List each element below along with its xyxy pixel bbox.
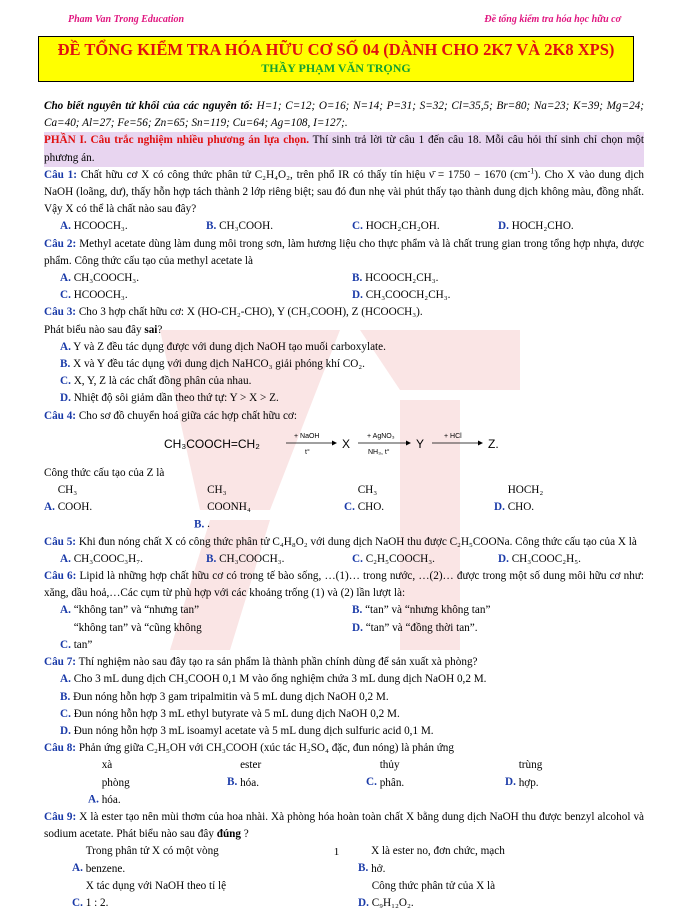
- question-4: Câu 4: Cho sơ đồ chuyển hoá giữa các hợp chất hữu cơ:: [44, 409, 297, 422]
- question-4-stem: Công thức cấu tạo của Z là: [44, 466, 165, 479]
- question-7: Câu 7: Thí nghiệm nào sau đây tạo ra sản phẩm là thành phần chính dùng để sản xuất xà phòng?: [44, 656, 478, 669]
- question-5: Câu 5: Khi đun nóng chất X có công thức phân tử C₄H₈O₂ với dung dịch NaOH thu được C₂H₅COONa. Công thức cấu tạo của X là: [44, 535, 637, 548]
- question-8: Câu 8: Phản ứng giữa C₂H₅OH với CH₃COOH (xúc tác H₂SO₄ đặc, đun nóng) là phản ứng: [44, 742, 454, 755]
- option-c[interactable]: C. HCOOCH₃.: [60, 289, 128, 302]
- question-2-options-ab: [44, 270, 644, 287]
- question-6-options-ab: [44, 602, 644, 619]
- option-d[interactable]: D. HOCH₂ CHO.: [494, 484, 544, 514]
- option-c[interactable]: C. CH₃ CHO.: [344, 484, 385, 514]
- option-d[interactable]: D. CH₃COOC₂H₅.: [498, 552, 581, 565]
- reaction-scheme-svg: [164, 429, 524, 459]
- option-b[interactable]: B. HCOOCH₂CH₃.: [352, 272, 439, 285]
- title-main: ĐỀ TỔNG KIỂM TRA HÓA HỮU CƠ SỐ 04 (DÀNH CHO 2K7 VÀ 2K8 XPS): [57, 40, 615, 59]
- option-d[interactable]: D. Đun nóng hỗn hợp 3 mL isoamyl acetate và 5 mL dung dịch sulfuric acid 0,1 M.: [60, 724, 434, 737]
- option-a[interactable]: A. CH₃COOC₃H₇.: [60, 552, 143, 565]
- question-1: Câu 1: Chất hữu cơ X có công thức phân tử C₂H₄O₂, trên phổ IR có thấy tín hiệu ν̄ = 1750 − 1670 $(cm^{-1})$. Cho X vào dung dịch NaOH (loãng, dư), thấy hỗn hợp tách thành 2 lớp riêng biệt; sau đó đun nhẹ vài phút thấy tạo thành dung dịch không màu, đồng nhất. Vậy X có thể là chất nào sau đây?: [44, 166, 645, 216]
- option-a[interactable]: A. CH₃ COOH.: [44, 484, 93, 514]
- question-1-options: [44, 218, 644, 235]
- option-c[interactable]: C. thủy phân.: [366, 759, 405, 789]
- question-5-options: [44, 551, 644, 568]
- arrow1-top: + NaOH: [294, 432, 320, 440]
- arrow3-head: [478, 440, 483, 445]
- option-d[interactable]: D. Nhiệt độ sôi giảm dần theo thứ tự: Y > X > Z.: [60, 392, 279, 405]
- arrow2-bottom: NH₃, t°: [368, 448, 390, 456]
- title-teacher: THẦY PHẠM VĂN TRỌNG: [261, 61, 411, 75]
- option-b[interactable]: B. X là ester no, đơn chức, mạch hở.: [358, 845, 505, 875]
- option-b[interactable]: B. “tan” và “nhưng không tan”: [352, 604, 491, 617]
- question-3: Câu 3: Cho 3 hợp chất hữu cơ: X (HO-CH₂-CHO), Y (CH₃COOH), Z (HCOOCH₃).: [44, 306, 423, 319]
- arrow3-top: + HCl: [444, 432, 462, 440]
- option-d[interactable]: D. CH₃COOCH₂CH₃.: [352, 289, 451, 302]
- option-d[interactable]: D. trùng hợp.: [505, 759, 543, 789]
- question-4-options: [44, 482, 644, 534]
- option-a[interactable]: A. CH₃COOCH₃.: [60, 272, 139, 285]
- exam-content: [44, 98, 644, 912]
- option-b[interactable]: B. Đun nóng hỗn hợp 3 gam tripalmitin và 5 mL dung dịch NaOH 0,2 M.: [60, 690, 389, 703]
- option-c[interactable]: C. Đun nóng hỗn hợp 3 mL ethyl butyrate và 5 mL dung dịch NaOH 0,2 M.: [60, 707, 400, 720]
- title-box: [38, 36, 634, 82]
- option-a[interactable]: A. Y và Z đều tác dụng được với dung dịch NaOH tạo muối carboxylate.: [60, 340, 386, 353]
- scheme-start: CH₃COOCH=CH₂: [164, 436, 260, 451]
- question-2-options-cd: [44, 287, 644, 304]
- option-a[interactable]: A. Trong phân tử X có một vòng benzene.: [72, 845, 219, 875]
- question-8-options: [44, 757, 644, 809]
- page-number: 1: [333, 846, 340, 858]
- option-b[interactable]: B. ester hóa.: [227, 759, 262, 789]
- option-a[interactable]: A. xà phòng hóa.: [88, 759, 130, 806]
- arrow2-top: + AgNO₃: [367, 432, 395, 440]
- scheme-y: Y: [416, 436, 425, 451]
- header-left: Pham Van Trong Education: [68, 14, 185, 25]
- option-d[interactable]: D. HOCH₂CHO.: [498, 220, 574, 233]
- option-c[interactable]: C. HOCH₂CH₂OH.: [352, 220, 440, 233]
- option-d[interactable]: D. “tan” và “đồng thời tan”.: [352, 621, 478, 634]
- option-a[interactable]: A. “không tan” và “nhưng tan”: [60, 604, 200, 617]
- option-c[interactable]: C. X, Y, Z là các chất đồng phân của nhau.: [60, 375, 252, 388]
- scheme-x: X: [342, 436, 351, 451]
- question-9: Câu 9: X là ester tạo nên mùi thơm của hoa nhài. Xà phòng hóa hoàn toàn chất X bằng dung dịch NaOH thu được benzyl alcohol và sodium acetate. Phát biểu nào sau đây đúng ?: [44, 810, 645, 841]
- option-a[interactable]: A. Cho 3 mL dung dịch CH₃COOH 0,1 M vào ống nghiệm chứa 3 mL dung dịch NaOH 0,2 M.: [60, 673, 487, 686]
- reaction-scheme: [44, 429, 644, 459]
- arrow2-head: [406, 440, 411, 445]
- arrow1-head: [332, 440, 337, 445]
- question-6-options-cd: [44, 620, 644, 654]
- scheme-z: Z.: [488, 436, 499, 451]
- arrow1-bottom: t°: [305, 448, 310, 456]
- option-b[interactable]: B. CH₃ COONH₄ .: [194, 484, 251, 531]
- question-9-options-cd: [44, 878, 644, 912]
- option-b[interactable]: B. X và Y đều tác dụng với dung dịch NaHCO₃ giải phóng khí CO₂.: [60, 358, 365, 371]
- option-b[interactable]: B. CH₃COOCH₃.: [206, 552, 285, 565]
- option-b[interactable]: B. CH₃COOH.: [206, 220, 274, 233]
- option-c[interactable]: C. C₂H₅COOCH₃.: [352, 552, 435, 565]
- part-one-instructions: PHẦN I. Câu trắc nghiệm nhiều phương án lựa chọn. Thí sinh trả lời từ câu 1 đến câu 18. Mỗi câu hỏi thí sinh chỉ chọn một phương án.: [44, 132, 644, 166]
- atomic-weights: Cho biết nguyên tử khối của các nguyên tố: H=1; C=12; O=16; N=14; P=31; S=32; Cl=35,5; Br=80; Na=23; K=39; Mg=24; Ca=40; Al=27; Fe=56; Zn=65; Sn=119; Cu=64; Ag=108, I=127;.: [44, 100, 644, 130]
- option-c[interactable]: C. X tác dụng với NaOH theo tỉ lệ 1 : 2.: [72, 879, 227, 909]
- option-c[interactable]: C. “không tan” và “cũng không tan”: [60, 621, 202, 651]
- question-3-stem: Phát biểu nào sau đây sai?: [44, 323, 163, 336]
- header-right: Đề tổng kiểm tra hóa học hữu cơ: [484, 14, 621, 25]
- option-d[interactable]: D. Công thức phân tử của X là C₉H₁₂O₂.: [358, 879, 496, 909]
- option-a[interactable]: A. HCOOCH₃.: [60, 220, 128, 233]
- question-6: Câu 6: Lipid là những hợp chất hữu cơ có trong tế bào sống, …(1)… trong nước, …(2)… được trong một số dung môi hữu cơ như: xăng, dầu hoả,…Các cụm từ phù hợp với các khoảng trống (1) và (2) lần lượt là:: [44, 570, 644, 600]
- question-2: Câu 2: Methyl acetate dùng làm dung môi trong sơn, làm hương liệu cho thực phẩm và là chất trung gian trong tổng hợp nhựa, dược phẩm. Công thức cấu tạo của methyl acetate là: [44, 237, 645, 267]
